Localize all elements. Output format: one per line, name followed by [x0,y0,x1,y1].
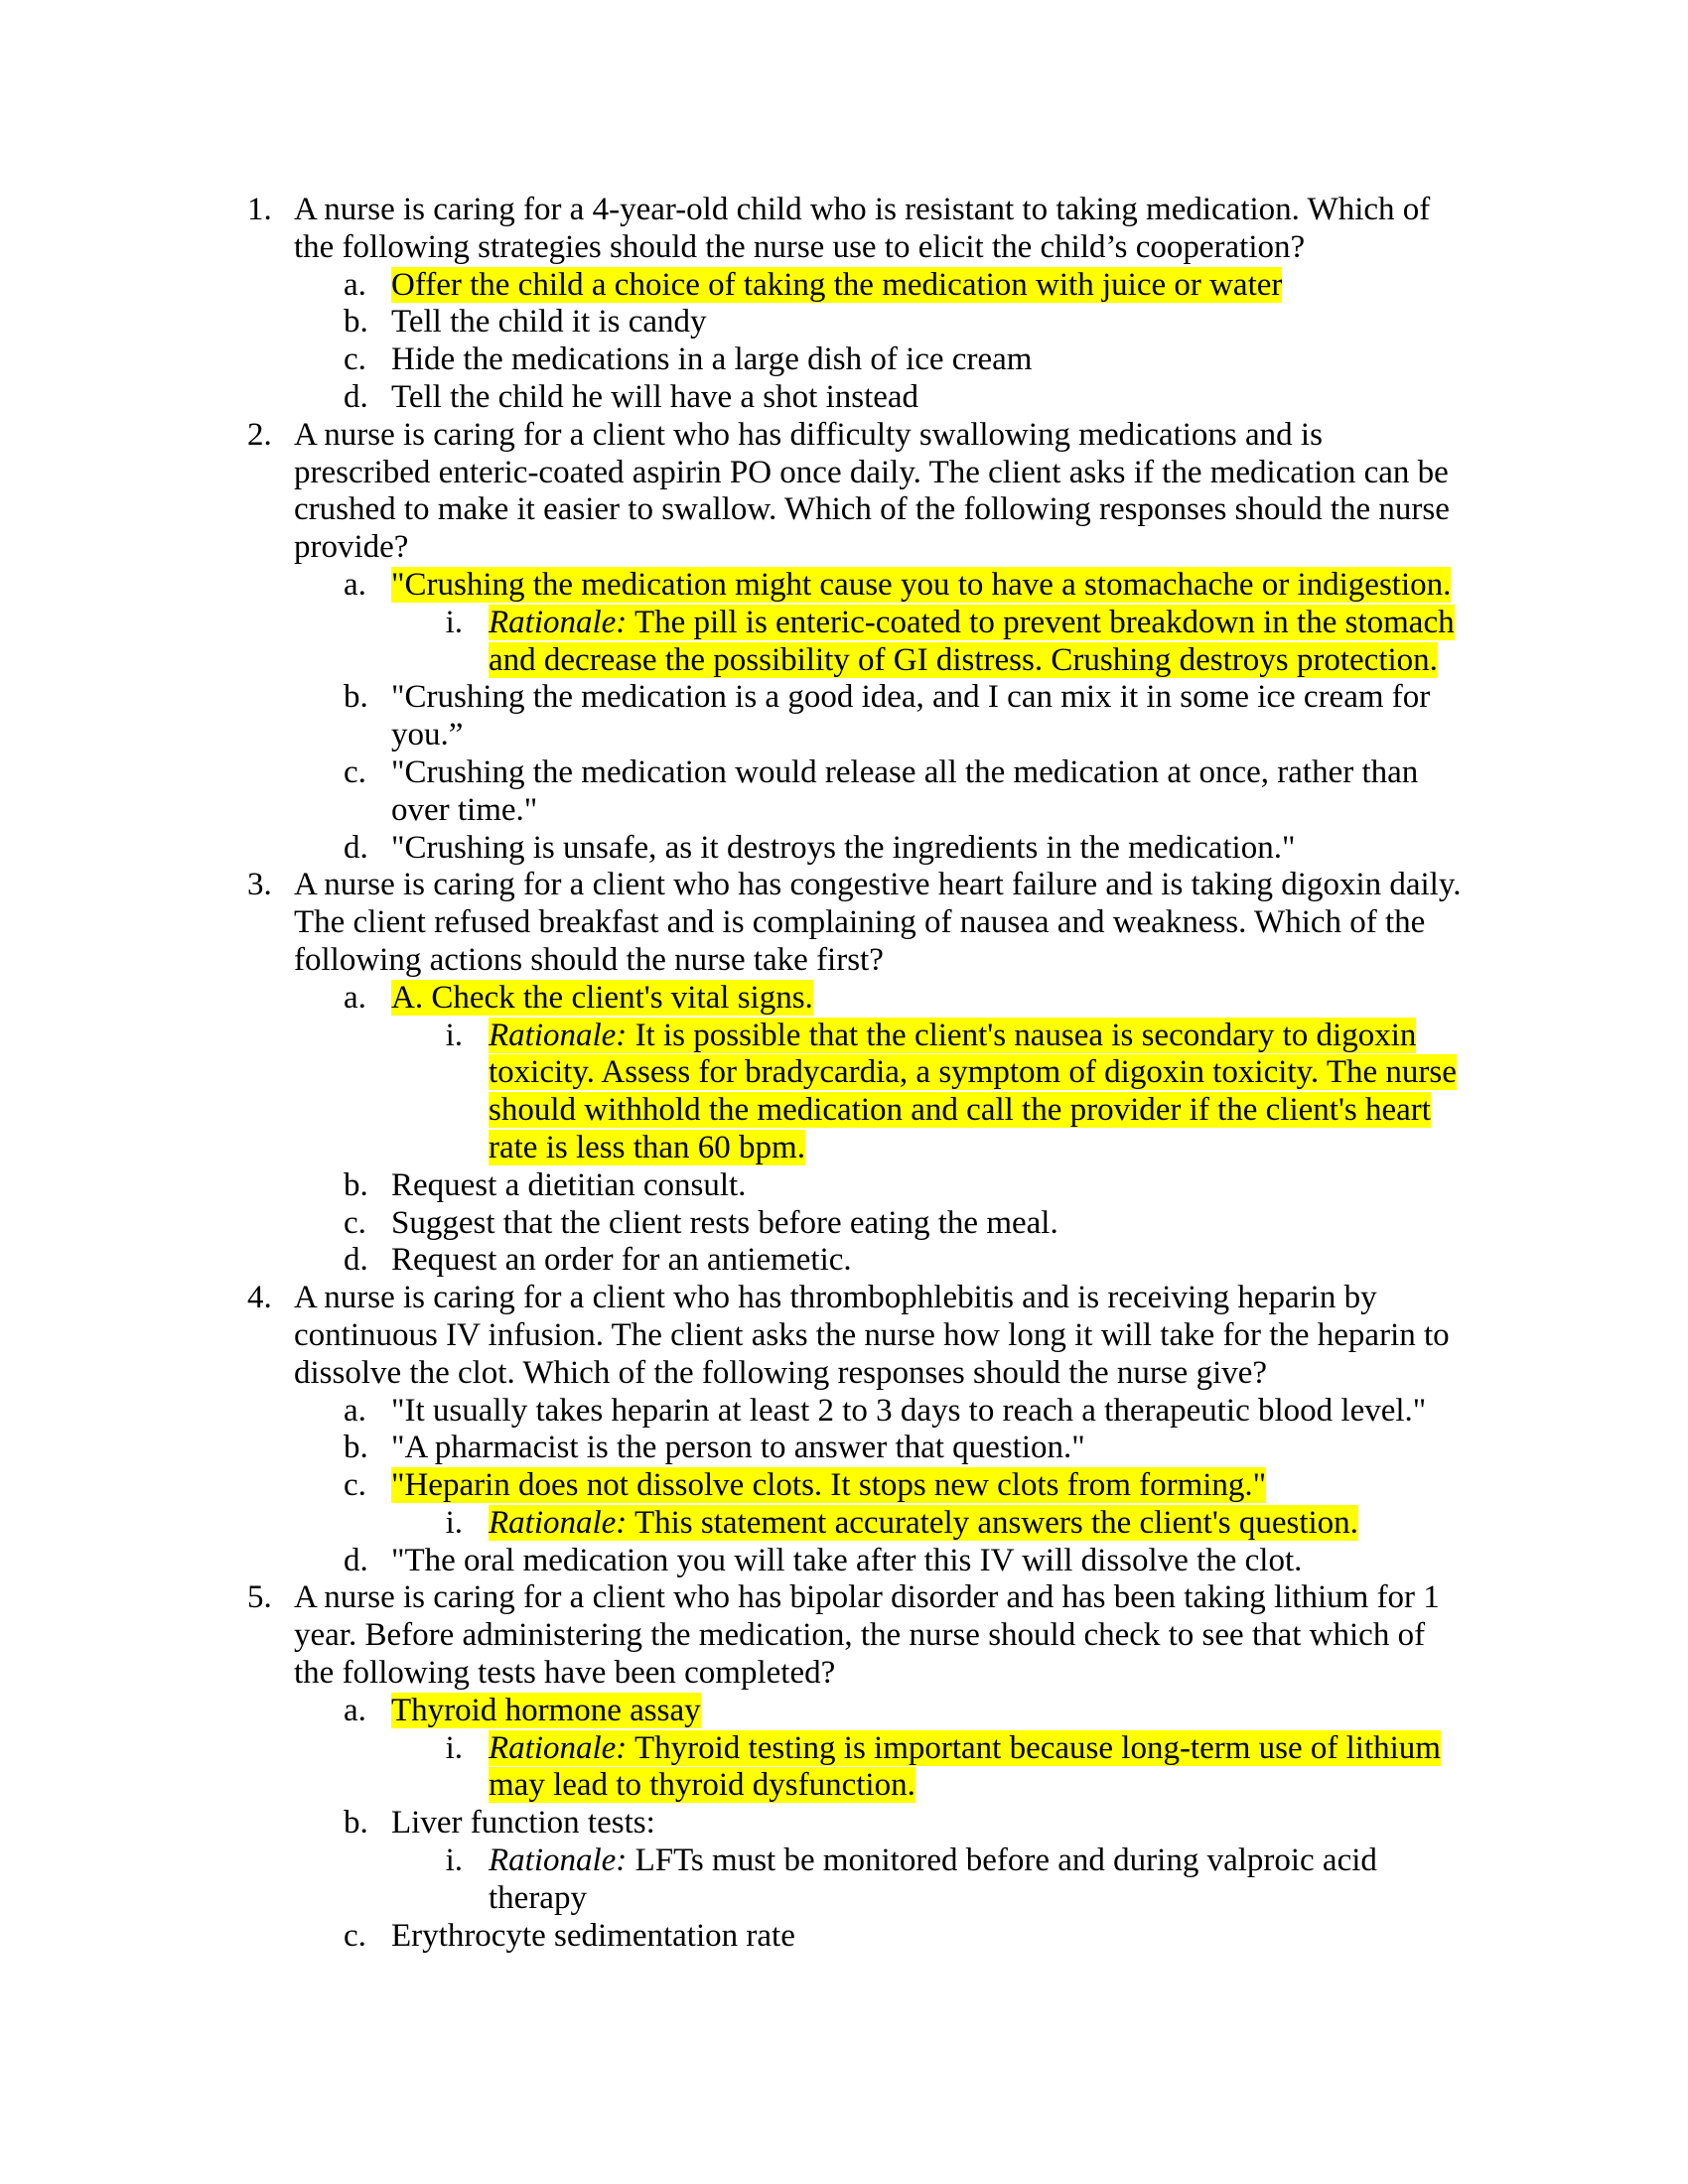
rationale-label: Rationale: [489,1017,628,1053]
rationale-body [489,1018,1457,1165]
option-letter: d. [344,378,368,415]
correct-answer-text: A. Check the client's vital signs. [391,979,813,1016]
answer-option [0,341,1469,379]
rationale [0,605,1472,680]
answer-option [0,1693,1469,1730]
correct-answer-text: "Crushing the medication might cause you to have a stomachache or indigestion. [391,566,1452,603]
option-text: Request a dietitian consult. [391,1166,747,1203]
option-text: Erythrocyte sedimentation rate [391,1917,795,1954]
answer-option [0,1242,1469,1280]
answer-option [0,830,1469,868]
option-letter: b. [344,679,368,716]
option-text: Liver function tests: [391,1805,655,1842]
rationale-body [489,1843,1377,1916]
question-text: A nurse is caring for a client who has bipolar disorder and has been taking lithium for 1 year. Before administering the medication, the nurse should check to see that which of the following tests have been completed? [294,1579,1440,1692]
option-text: "Crushing the medication is a good idea, and I can mix it in some ice cream for you.” [391,679,1431,753]
question-text: A nurse is caring for a client who has difficulty swallowing medications and is prescribed enteric-coated aspirin PO once daily. The client asks if the medication can be crushed to make it easier to swallow. Which of the following responses should the nurse provide? [294,416,1450,566]
option-text: Suggest that the client rests before eating the meal. [391,1204,1058,1241]
document-page [0,192,1688,1955]
option-text: "A pharmacist is the person to answer that question." [391,1430,1085,1466]
question-number: 2. [247,416,272,453]
answer-option [0,1430,1469,1467]
option-text: Request an order for an antiemetic. [391,1242,852,1279]
option-letter: c. [344,1204,366,1241]
rationale-label: Rationale: [489,1843,628,1879]
rationale-number: i. [445,1843,463,1879]
option-letter: b. [344,1805,368,1842]
option-letter: d. [344,829,368,866]
question-text: A nurse is caring for a 4-year-old child who is resistant to taking medication. Which of the following strategies should the nurse use to elicit the child’s cooperation? [294,192,1431,265]
question-text: A nurse is caring for a client who has thrombophlebitis and is receiving heparin by continuous IV infusion. The client asks the nurse how long it will take for the heparin to dissolve the clot. Which of the following responses should the nurse give? [294,1280,1450,1391]
answer-option [0,1543,1469,1580]
option-letter: a. [344,266,366,303]
answer-option [0,379,1469,417]
answer-option [0,980,1469,1018]
option-letter: a. [344,1692,366,1728]
rationale-text: Thyroid testing is important because long-term use of lithium may lead to thyroid dysfunction. [489,1729,1441,1804]
option-letter: b. [344,1430,368,1466]
rationale [0,1843,1472,1918]
question-number: 5. [247,1579,272,1616]
question-number: 3. [247,867,272,903]
correct-answer-text: Offer the child a choice of taking the medication with juice or water [391,266,1283,303]
answer-option [0,304,1469,341]
answer-option [0,567,1469,605]
option-text: Hide the medications in a large dish of ice cream [391,341,1033,378]
question [0,1579,1466,1692]
option-text: "The oral medication you will take after this IV will dissolve the clot. [391,1542,1303,1578]
option-letter: a. [344,979,366,1016]
rationale [0,1505,1472,1543]
option-letter: d. [344,1542,368,1578]
rationale-body [489,1505,1358,1541]
rationale-text: The pill is enteric-coated to prevent breakdown in the stomach and decrease the possibility of GI distress. Crushing destroys protection. [489,604,1455,678]
answer-option [0,1467,1469,1505]
option-letter: a. [344,566,366,603]
rationale-number: i. [445,604,463,640]
option-text: Tell the child he will have a shot instead [391,378,919,415]
rationale-number: i. [445,1729,463,1766]
rationale [0,1730,1472,1806]
rationale-label: Rationale: [489,604,628,640]
rationale-body [489,605,1455,678]
option-text: "Crushing the medication would release all the medication at once, rather than over time." [391,753,1419,828]
rationale-number: i. [445,1504,463,1541]
option-letter: c. [344,341,366,378]
question [0,1280,1466,1392]
answer-option [0,267,1469,305]
question-text: A nurse is caring for a client who has congestive heart failure and is taking digoxin daily. The client refused breakfast and is complaining of nausea and weakness. Which of the following actions should the nurse take first? [294,867,1462,978]
rationale-number: i. [445,1017,463,1053]
rationale-text: LFTs must be monitored before and during valproic acid therapy [489,1843,1377,1916]
answer-option [0,1918,1469,1956]
correct-answer-text: Thyroid hormone assay [391,1692,701,1728]
option-letter: b. [344,304,368,341]
option-letter: c. [344,753,366,790]
rationale-label: Rationale: [489,1504,628,1541]
rationale [0,1018,1472,1167]
question [0,192,1466,267]
question-number: 4. [247,1280,272,1316]
rationale-label: Rationale: [489,1729,628,1766]
option-letter: c. [344,1917,366,1954]
rationale-body [489,1730,1441,1804]
question [0,417,1466,567]
answer-option [0,1805,1469,1843]
answer-option [0,754,1469,830]
answer-option [0,1205,1469,1243]
answer-option [0,679,1469,754]
option-letter: b. [344,1166,368,1203]
option-text: Tell the child it is candy [391,304,707,341]
option-text: "It usually takes heparin at least 2 to 3 days to reach a therapeutic blood level." [391,1392,1427,1429]
option-letter: a. [344,1392,366,1429]
answer-option [0,1393,1469,1431]
question-number: 1. [247,192,272,227]
correct-answer-text: "Heparin does not dissolve clots. It stops new clots from forming." [391,1467,1267,1504]
question [0,867,1466,979]
option-text: "Crushing is unsafe, as it destroys the ingredients in the medication." [391,829,1296,866]
answer-option [0,1167,1469,1205]
option-letter: d. [344,1242,368,1279]
option-letter: c. [344,1467,366,1504]
rationale-text: It is possible that the client's nausea is secondary to digoxin toxicity. Assess for bradycardia, a symptom of digoxin toxicity. The nurse should withhold the medication and call the provider if the client's heart rate is less than 60 bpm. [489,1017,1457,1165]
rationale-text: This statement accurately answers the client's question. [627,1504,1358,1541]
